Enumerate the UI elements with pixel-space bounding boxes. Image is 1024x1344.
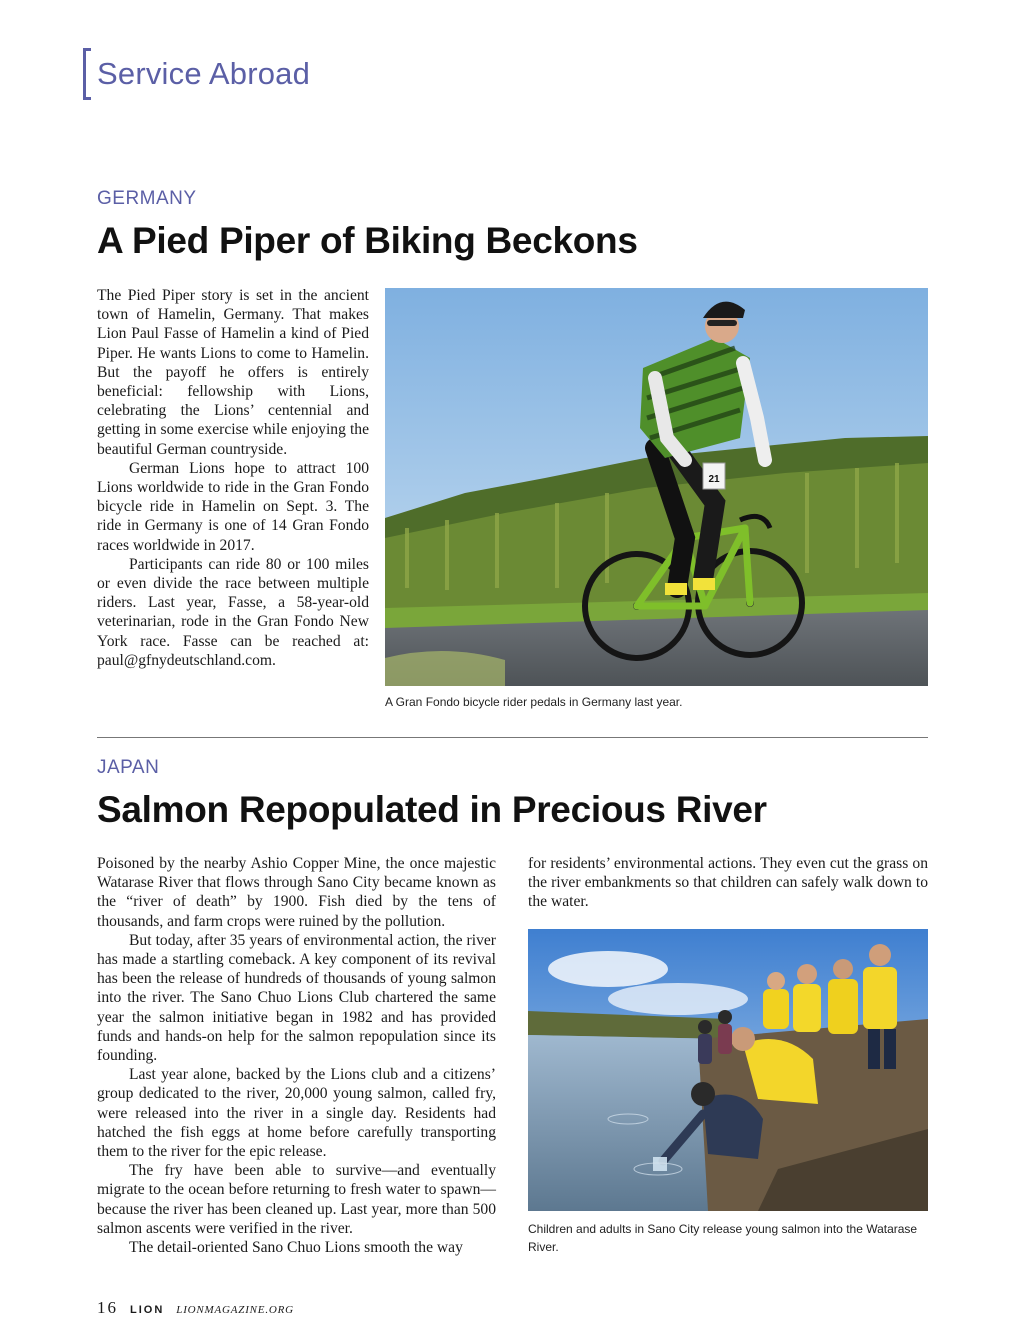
japan-body-col1 <box>97 854 496 1257</box>
page-footer <box>97 1298 294 1318</box>
japan-paragraph: Poisoned by the nearby Ashio Copper Mine, the once majestic Watarase River that flows through Sano City became known as the “river of death” by 1900. Fish died by the tens of thousands, and farm crops were ruined by the pollution. <box>97 855 496 930</box>
cyclist-photo-caption: A Gran Fondo bicycle rider pedals in Germany last year. <box>385 695 683 709</box>
japan-headline: Salmon Repopulated in Precious River <box>97 789 767 830</box>
japan-body-col2 <box>528 854 928 912</box>
section-header-title: Service Abroad <box>97 56 311 91</box>
japan-paragraph: The detail-oriented Sano Chuo Lions smooth the way <box>129 1239 463 1257</box>
section-divider <box>97 737 928 738</box>
germany-tag: GERMANY <box>97 188 197 209</box>
cyclist-photo <box>385 288 928 686</box>
japan-paragraph: But today, after 35 years of environmental action, the river has made a startling comeback. A key component of its revival has been the release of hundreds of thousands of young salmon into the river. The Sano Chuo Lions Club chartered the same year the salmon initiative began in 1982 and has provided funds and hands-on help for the salmon repopulation since its founding. <box>97 931 496 1065</box>
germany-paragraph: German Lions hope to attract 100 Lions worldwide to ride in the Gran Fondo bicycle ride in Hamelin on Sept. 3. The ride in Germany is one of 14 Gran Fondo races worldwide in 2017. <box>97 459 369 554</box>
page-number: 16 <box>97 1298 118 1317</box>
germany-headline: A Pied Piper of Biking Beckons <box>97 220 638 261</box>
salmon-photo-caption: Children and adults in Sano City release young salmon into the Watarase River. <box>528 1222 918 1254</box>
magazine-name: LION <box>130 1304 165 1316</box>
japan-paragraph: Last year alone, backed by the Lions club and a citizens’ group dedicated to the river, 20,000 young salmon, called fry, were released into the river in a single day. Residents had hatched the fish eggs at home before carefully transporting them to the river for the epic release. <box>97 1066 496 1161</box>
germany-paragraph: Participants can ride 80 or 100 miles or even divide the race between multiple riders. Last year, Fasse, a 58-year-old veterinarian, rode in the Gran Fondo New York race. Fasse can be reached at: paul@gfnydeutschland.com. <box>97 555 369 669</box>
salmon-release-photo <box>528 929 928 1211</box>
japan-tag: JAPAN <box>97 757 160 778</box>
japan-paragraph: for residents’ environmental actions. They even cut the grass on the river embankments so that children can safely walk down to the water. <box>528 855 928 911</box>
header-bracket <box>83 48 91 100</box>
japan-paragraph: The fry have been able to survive—and eventually migrate to the ocean before returning to fresh water to spawn—because the river has been cleaned up. Last year, more than 500 salmon ascents were verified in the river. <box>97 1162 496 1237</box>
germany-paragraph: The Pied Piper story is set in the ancient town of Hamelin, Germany. That makes Lion Paul Fasse of Hamelin a kind of Pied Piper. He wants Lions to come to Hamelin. But the payoff he offers is entirely beneficial: fellowship with Lions, celebrating the Lions’ centennial and getting in some exercise while enjoying the beautiful German countryside. <box>97 287 369 458</box>
bib-number: 21 <box>708 474 720 485</box>
magazine-url[interactable]: LIONMAGAZINE.ORG <box>176 1304 294 1316</box>
germany-body <box>97 286 369 670</box>
